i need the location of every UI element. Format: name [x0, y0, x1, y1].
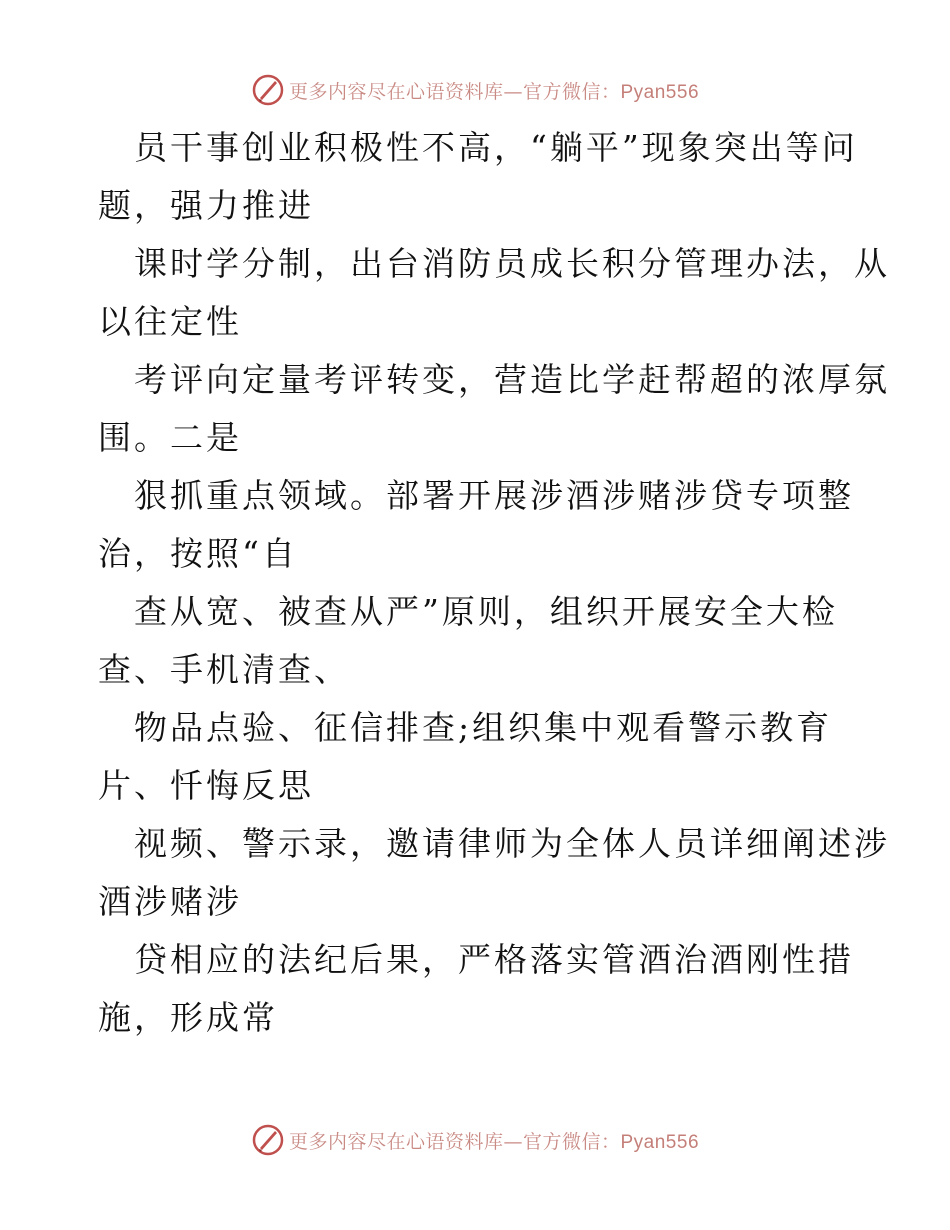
footer-watermark	[0, 1120, 950, 1160]
watermark-text: 更多内容尽在心语资料库—官方微信：	[288, 80, 621, 103]
text-line: 课时学分制，出台消防员成长积分管理办法，从	[134, 244, 890, 283]
watermark-text: 更多内容尽在心语资料库—官方微信：	[288, 1130, 621, 1153]
text-line: 查从宽、被查从严”原则，组织开展安全大检	[134, 592, 838, 631]
watermark-handle: Pyan556	[620, 81, 700, 103]
text-line: 酒涉赌涉	[98, 882, 242, 921]
text-line: 以往定性	[98, 302, 242, 341]
text-line: 题，强力推进	[98, 186, 314, 225]
text-line: 贷相应的法纪后果，严格落实管酒治酒刚性措	[134, 940, 854, 979]
text-line: 施，形成常	[98, 998, 278, 1037]
quill-logo-icon	[251, 1123, 285, 1157]
text-line: 考评向定量考评转变，营造比学赶帮超的浓厚氛	[134, 360, 890, 399]
watermark-handle: Pyan556	[620, 1131, 700, 1153]
text-line: 围。二是	[98, 418, 242, 457]
text-line: 查、手机清查、	[98, 650, 350, 689]
text-line: 员干事创业积极性不高，“躺平”现象突出等问	[134, 128, 858, 167]
text-line: 物品点验、征信排查;组织集中观看警示教育	[134, 708, 833, 747]
header-watermark	[0, 70, 950, 110]
text-line: 片、忏悔反思	[98, 766, 314, 805]
text-line: 视频、警示录，邀请律师为全体人员详细阐述涉	[134, 824, 890, 863]
text-line: 治，按照“自	[98, 534, 298, 573]
quill-logo-icon	[251, 73, 285, 107]
text-line: 狠抓重点领域。部署开展涉酒涉赌涉贷专项整	[134, 476, 854, 515]
